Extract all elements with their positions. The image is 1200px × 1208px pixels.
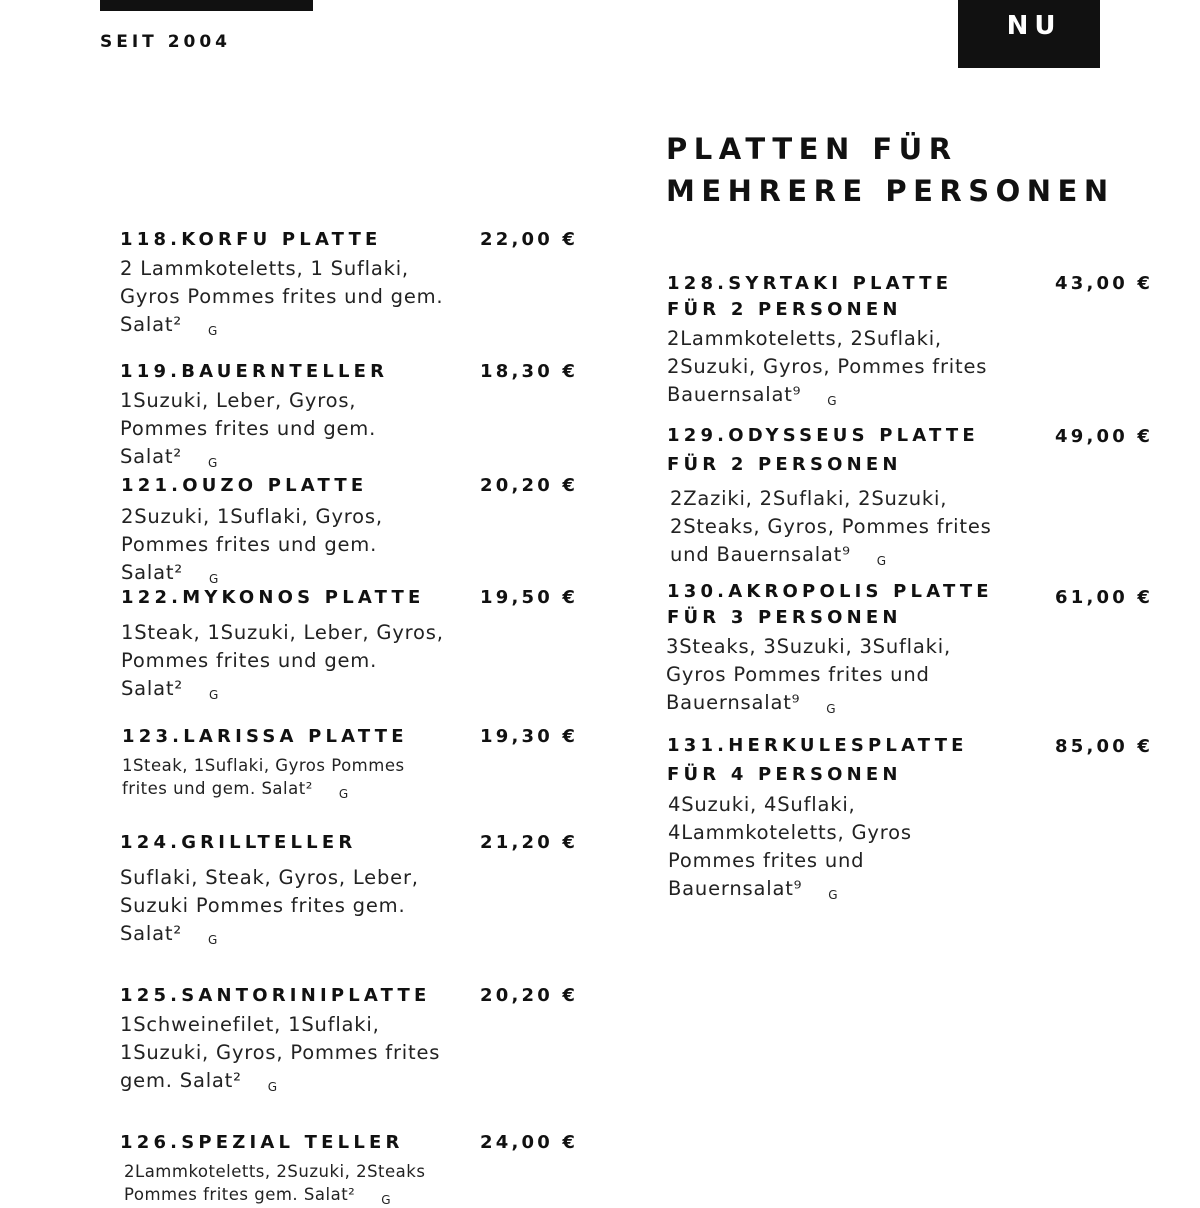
section-title-line2: MEHRERE PERSONEN — [666, 174, 1115, 208]
item-price: 43,00 € — [1055, 273, 1154, 294]
item-price: 18,30 € — [480, 361, 579, 382]
item-description: 1Steak, 1Suzuki, Leber, Gyros, Pommes frites und gem. Salat² $_G$ — [121, 621, 444, 702]
item-price: 21,20 € — [480, 832, 579, 853]
menu-item-122 — [121, 585, 579, 705]
allergen-code: G — [381, 1193, 391, 1207]
menu-item-131 — [667, 731, 1154, 905]
item-description: 2Zaziki, 2Suflaki, 2Suzuki, 2Steaks, Gyros, Pommes frites und Bauernsalat⁹ $_G$ — [670, 487, 992, 568]
menu-item-130 — [666, 579, 1154, 719]
item-name: 123.LARISSA PLATTE — [122, 726, 408, 747]
item-description: Suflaki, Steak, Gyros, Leber, Suzuki Pommes frites gem. Salat² $_G$ — [120, 866, 419, 947]
menu-item-126 — [120, 1130, 579, 1208]
since-label: SEIT 2004 — [100, 32, 232, 52]
logo-bar — [100, 0, 313, 11]
item-name: 129.ODYSSEUS PLATTE FÜR 2 PERSONEN — [667, 425, 979, 475]
section-title-line1: PLATTEN FÜR — [666, 132, 958, 166]
item-description: 1Suzuki, Leber, Gyros, Pommes frites und gem. Salat² $_G$ — [120, 389, 377, 470]
allergen-code: G — [207, 456, 218, 470]
menu-item-121 — [121, 473, 579, 589]
item-price: 24,00 € — [480, 1132, 579, 1153]
item-price: 61,00 € — [1055, 587, 1154, 608]
menu-item-124 — [120, 830, 579, 950]
allergen-code: G — [207, 933, 218, 947]
menu-item-119 — [120, 359, 579, 473]
menu-item-128 — [667, 271, 1154, 411]
item-name: 128.SYRTAKI PLATTE FÜR 2 PERSONEN — [667, 273, 953, 320]
section-title — [666, 128, 1115, 212]
menu-item-125 — [120, 983, 579, 1097]
allergen-code: G — [826, 702, 836, 716]
allergen-code: G — [827, 394, 837, 408]
item-name: 124.GRILLTELLER — [120, 832, 357, 853]
item-name: 118.KORFU PLATTE — [120, 229, 382, 250]
item-name: 125.SANTORINIPLATTE — [120, 985, 431, 1006]
item-description: 4Suzuki, 4Suflaki, 4Lammkoteletts, Gyros Pommes frites und Bauernsalat⁹ $_G$ — [668, 793, 912, 902]
item-price: 85,00 € — [1055, 736, 1154, 757]
item-name: 131.HERKULESPLATTE FÜR 4 PERSONEN — [667, 735, 968, 785]
menu-item-118 — [120, 227, 579, 341]
menu-tab[interactable]: NU — [958, 0, 1100, 68]
item-price: 49,00 € — [1055, 426, 1154, 447]
item-description: 2Lammkoteletts, 2Suflaki, 2Suzuki, Gyros, Pommes frites Bauernsalat⁹ $_G$ — [667, 327, 988, 408]
item-price: 22,00 € — [480, 229, 579, 250]
allergen-code: G — [208, 688, 219, 702]
allergen-code: G — [338, 787, 349, 801]
item-name: 119.BAUERNTELLER — [120, 361, 389, 382]
item-name: 121.OUZO PLATTE — [121, 475, 368, 496]
menu-item-129 — [667, 421, 1154, 571]
item-price: 20,20 € — [480, 475, 579, 496]
item-name: 122.MYKONOS PLATTE — [121, 587, 425, 608]
item-description: 1Steak, 1Suflaki, Gyros Pommes frites und gem. Salat² $_G$ — [122, 756, 405, 801]
allergen-code: G — [207, 324, 218, 338]
item-name: 126.SPEZIAL TELLER — [120, 1132, 404, 1153]
allergen-code: G — [828, 888, 838, 902]
allergen-code: G — [267, 1080, 278, 1094]
item-description: 2 Lammkoteletts, 1 Suflaki, Gyros Pommes frites und gem. Salat² $_G$ — [120, 257, 444, 338]
item-description: 1Schweinefilet, 1Suflaki, 1Suzuki, Gyros, Pommes frites gem. Salat² $_G$ — [120, 1013, 441, 1094]
allergen-code: G — [208, 572, 219, 586]
item-description: 3Steaks, 3Suzuki, 3Suflaki, Gyros Pommes frites und Bauernsalat⁹ $_G$ — [666, 635, 951, 716]
item-description: 2Lammkoteletts, 2Suzuki, 2Steaks Pommes frites gem. Salat² $_G$ — [124, 1162, 426, 1207]
item-description: 2Suzuki, 1Suflaki, Gyros, Pommes frites und gem. Salat² $_G$ — [121, 505, 383, 586]
item-price: 19,30 € — [480, 726, 579, 747]
item-price: 19,50 € — [480, 587, 579, 608]
item-name: 130.AKROPOLIS PLATTE FÜR 3 PERSONEN — [667, 581, 993, 628]
allergen-code: G — [876, 554, 887, 568]
menu-item-123 — [122, 724, 579, 802]
item-price: 20,20 € — [480, 985, 579, 1006]
